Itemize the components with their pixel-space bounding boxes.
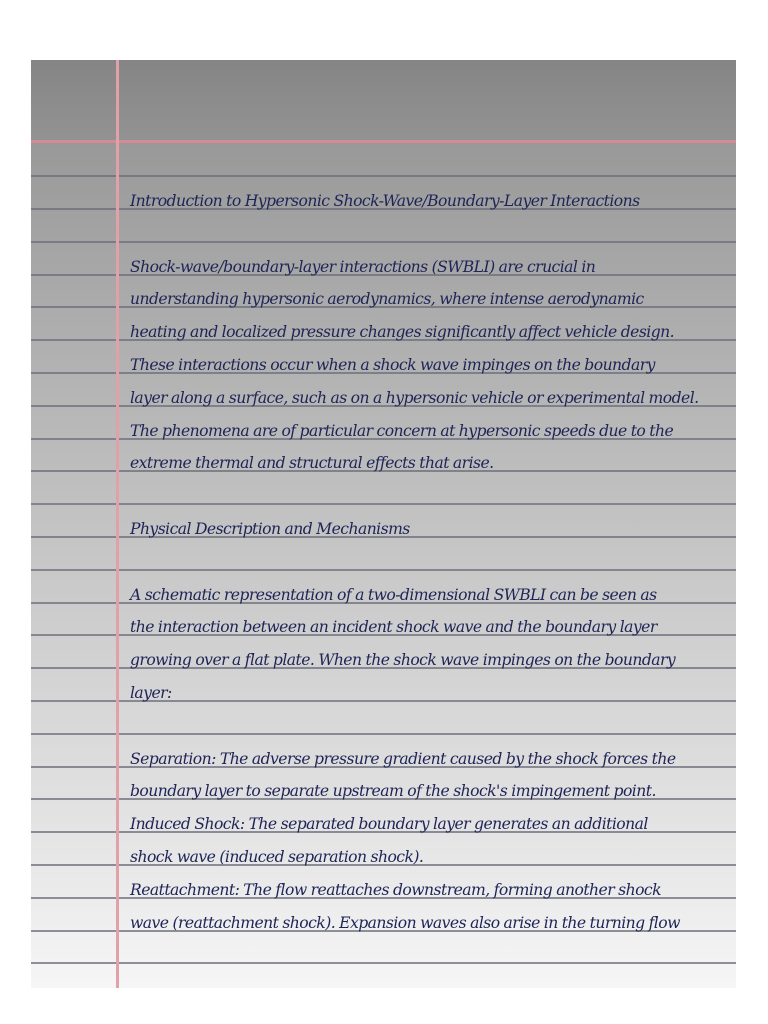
blank-line [130,710,734,743]
margin-line [116,60,119,988]
paragraph-line: understanding hypersonic aerodynamics, where intense aerodynamic [130,290,644,309]
rule-line [31,175,736,177]
document-title: Introduction to Hypersonic Shock-Wave/Boundary-Layer Interactions [130,192,640,210]
page-header-band [31,60,736,142]
header-rule-line [31,140,736,143]
section-heading: Physical Description and Mechanisms [130,519,410,538]
rule-line [31,962,736,964]
paragraph-line: Separation: The adverse pressure gradient caused by the shock forces the [130,749,676,768]
paragraph-line: Shock-wave/boundary-layer interactions (SWBLI) are crucial in [130,257,596,276]
paragraph-line: A schematic representation of a two-dimensional SWBLI can be seen as [130,585,657,604]
paragraph-line: layer along a surface, such as on a hypersonic vehicle or experimental model. [130,388,699,407]
paragraph-line: These interactions occur when a shock wave impinges on the boundary [130,355,655,374]
paragraph-line: Induced Shock: The separated boundary layer generates an additional [130,815,648,834]
paragraph-line: heating and localized pressure changes significantly affect vehicle design. [130,323,675,342]
handwritten-text [130,185,734,939]
blank-line [130,480,734,513]
paragraph-line: Reattachment: The flow reattaches downstream, forming another shock [130,880,661,899]
paragraph-line: boundary layer to separate upstream of the shock's impingement point. [130,782,656,801]
paragraph-line: layer: [130,683,172,702]
paragraph-line: growing over a flat plate. When the shock wave impinges on the boundary [130,651,676,670]
paragraph-line: shock wave (induced separation shock). [130,847,424,866]
paragraph-line: The phenomena are of particular concern at hypersonic speeds due to the [130,421,674,440]
blank-line [130,546,734,579]
paragraph-line: extreme thermal and structural effects that arise. [130,454,494,473]
paragraph-line: the interaction between an incident shock wave and the boundary layer [130,618,657,637]
paragraph-line: wave (reattachment shock). Expansion waves also arise in the turning flow [130,913,680,932]
blank-line [130,218,734,251]
